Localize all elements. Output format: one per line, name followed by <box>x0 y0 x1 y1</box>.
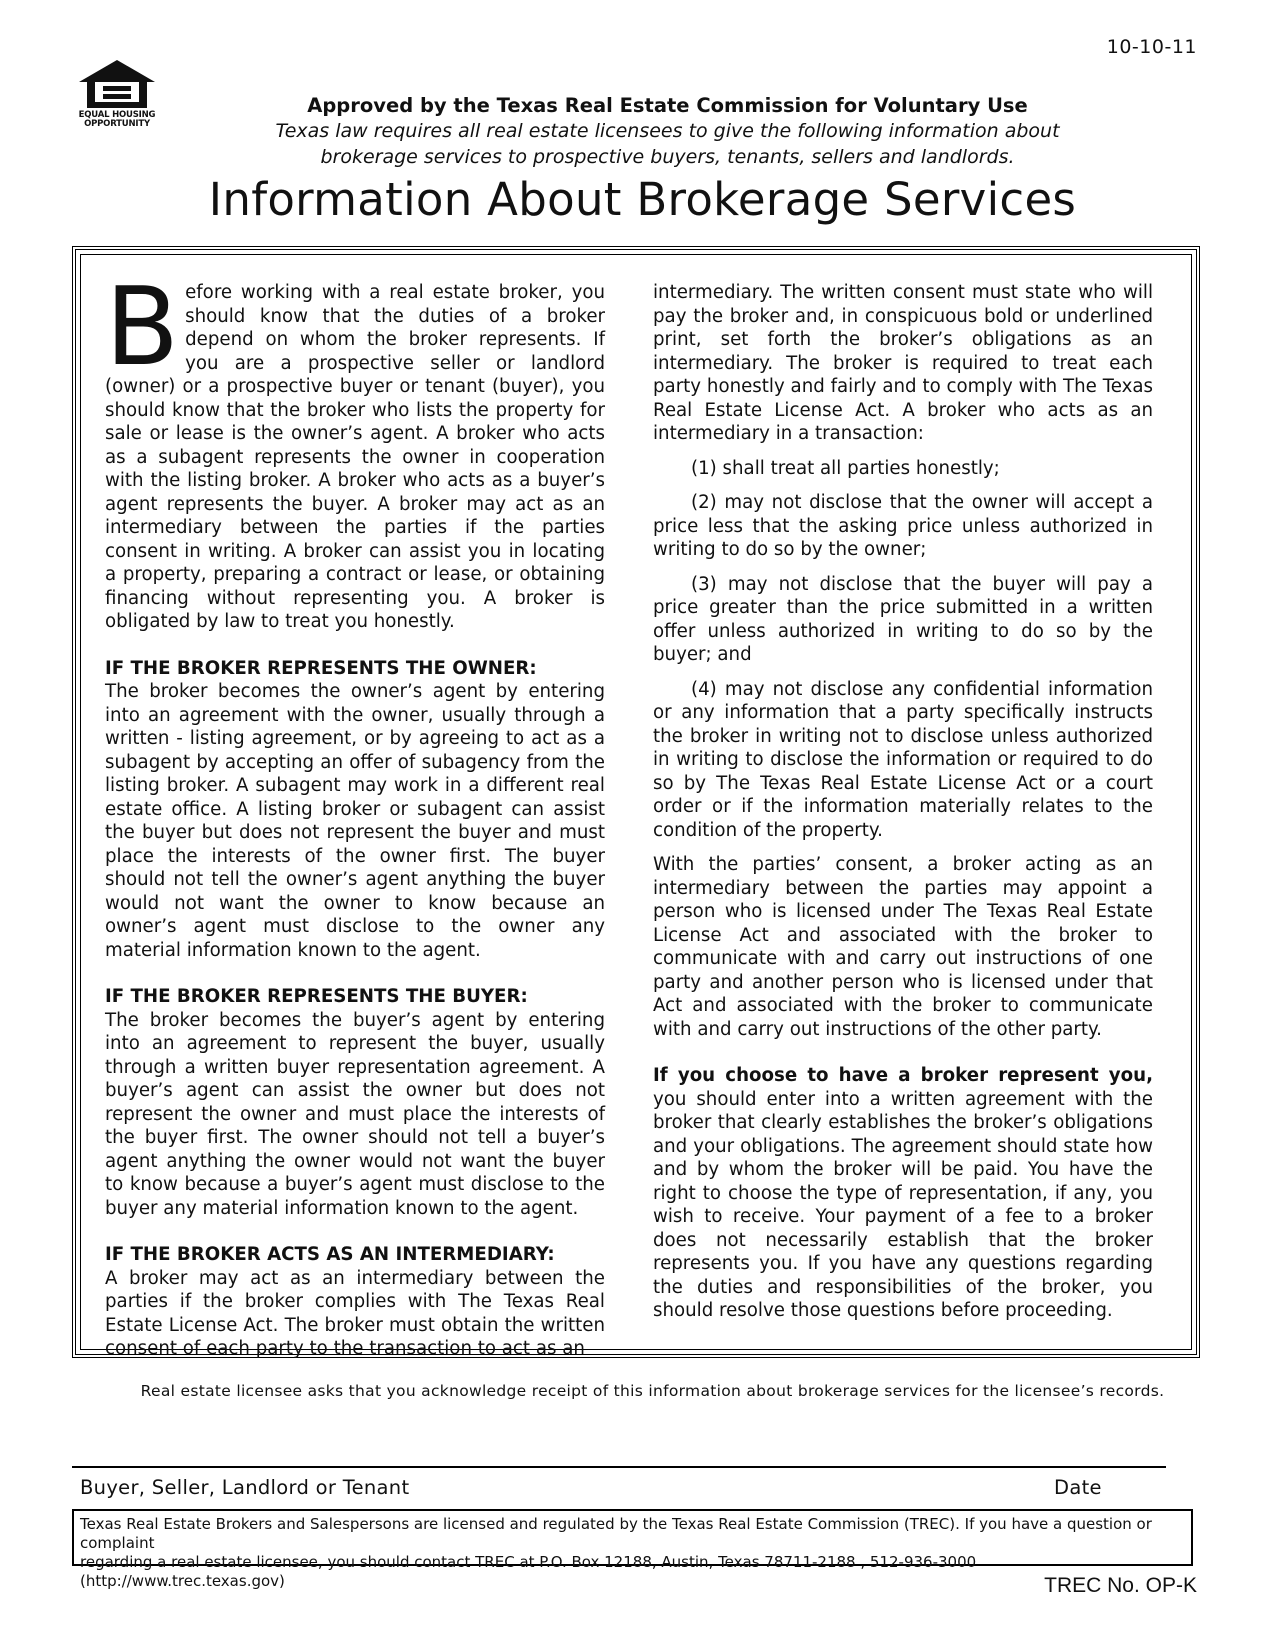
intro-paragraph <box>105 265 605 634</box>
obligation-item: (2) may not disclose that the owner will accept a price less that the asking price unless authorized in writing to do so by the owner; <box>653 492 1153 560</box>
approval-statement: Approved by the Texas Real Estate Commission for Voluntary Use <box>307 94 1028 117</box>
form-number: TREC No. OP-K <box>1044 1574 1197 1597</box>
intermediary-heading: IF THE BROKER ACTS AS AN INTERMEDIARY: <box>105 1244 555 1265</box>
trec-notice-line1: Texas Real Estate Brokers and Salespersons are licensed and regulated by the Texas Real Estate Commission (TREC). If you have a question or complaint <box>80 1515 1152 1552</box>
intermediary-text-part2: intermediary. The written consent must state who will pay the broker and, in conspicuous bold or underlined print, set forth the broker’s obligations as an intermediary. The broker is required to treat each party honestly and fairly and to comply with The Texas Real Estate License Act. A broker who acts as an intermediary in a transaction: <box>653 282 1153 444</box>
owner-text: The broker becomes the owner’s agent by entering into an agreement with the owner, usually through a written - listing agreement, or by agreeing to act as a subagent by accepting an offer of subagency from the listing broker. A subagent may work in a different real estate office. A listing broker or subagent can assist the buyer but does not represent the buyer and must place the interests of the owner first. The buyer should not tell the owner’s agent anything the buyer would not want the owner to know because an owner’s agent must disclose to the owner any material information known to the agent. <box>105 681 605 961</box>
obligation-item: (3) may not disclose that the buyer will pay a price greater than the price submitted in a written offer unless authorized in writing to do so by the buyer; and <box>653 573 1153 665</box>
subtitle-line2: brokerage services to prospective buyers, tenants, sellers and landlords. <box>320 146 1015 168</box>
page-title: Information About Brokerage Services <box>208 173 1077 226</box>
intro-text: efore working with a real estate broker, you should know that the duties of a broker depend on whom the broker represents. If you are a prospective seller or landlord (owner) or a prospective buyer or tenant (buyer), you should know that the broker who lists the property for sale or lease is the owner’s agent. A broker who acts as a subagent represents the owner in cooperation with the listing broker. A broker who acts as a buyer’s agent represents the buyer. A broker may act as an intermediary between the parties if the parties consent in writing. A broker can assist you in locating a property, preparing a contract or lease, or obtaining financing without representing you. A broker is obligated by law to treat you honestly. <box>105 282 605 632</box>
obligation-item: (4) may not disclose any confidential information or any information that a party specifically instructs the broker in writing not to disclose unless authorized in writing to disclose the information or required to do so by The Texas Real Estate License Act or a court order or if the information materially relates to the condition of the property. <box>653 678 1153 841</box>
obligation-item: (1) shall treat all parties honestly; <box>691 457 1000 479</box>
form-revision-date: 10-10-11 <box>1106 36 1197 58</box>
choose-text: you should enter into a written agreement with the broker that clearly establishes the broker’s obligations and your obligations. The agreement should state how and by whom the broker will be paid. You have the right to choose the type of representation, if any, you wish to receive. Your payment of a fee to a broker does not necessarily establish that the broker represents you. If you have any questions regarding the duties and responsibilities of the broker, you should resolve those questions before proceeding. <box>653 1088 1153 1321</box>
acknowledgement-text: Real estate licensee asks that you acknowledge receipt of this information about brokerage services for the licensee’s records. <box>140 1382 1165 1400</box>
equal-housing-line1: EQUAL HOUSING <box>78 110 156 120</box>
choose-paragraph <box>653 1064 1153 1323</box>
left-column <box>105 265 605 1361</box>
owner-heading: IF THE BROKER REPRESENTS THE OWNER: <box>105 657 537 679</box>
intermediary-text-part1: A broker may act as an intermediary between the parties if the broker complies with The Texas Real Estate License Act. The broker must obtain the written consent of each party to the transaction to act as an <box>105 1267 605 1359</box>
page-header <box>0 94 1275 228</box>
subtitle-line1: Texas law requires all real estate licensees to give the following information about <box>275 120 1060 142</box>
appoint-paragraph: With the parties’ consent, a broker acting as an intermediary between the parties may appoint a person who is licensed under The Texas Real Estate License Act and associated with the broker to communicate with and carry out instructions of one party and another person who is licensed under that Act and associated with the broker to communicate with and carry out instructions of the other party. <box>653 854 1153 1040</box>
information-box <box>72 246 1200 1358</box>
information-box-inner <box>80 254 1192 1359</box>
signature-line[interactable] <box>72 1466 1166 1468</box>
choose-lead: If you choose to have a broker represent you, <box>653 1065 1153 1086</box>
buyer-text: The broker becomes the buyer’s agent by entering into an agreement to represent the buyer, usually through a written buyer representation agreement. A buyer’s agent can assist the owner but does not represent the owner and must place the interests of the buyer first. The owner should not tell a buyer’s agent anything the owner would not want the buyer to know because a buyer’s agent must disclose to the buyer any material information known to the agent. <box>105 1009 605 1219</box>
buyer-heading: IF THE BROKER REPRESENTS THE BUYER: <box>105 986 528 1007</box>
drop-cap: B <box>105 265 180 390</box>
equal-housing-line2: OPPORTUNITY <box>84 119 150 129</box>
signature-date-label: Date <box>1054 1476 1102 1499</box>
trec-notice-line2: regarding a real estate licensee, you should contact TREC at P.O. Box 12188, Austin, Texas 78711-2188 , 512-936-3000 (http://www.trec.texas.gov) <box>80 1553 977 1590</box>
signature-party-label: Buyer, Seller, Landlord or Tenant <box>80 1476 410 1499</box>
right-column <box>653 281 1153 1323</box>
